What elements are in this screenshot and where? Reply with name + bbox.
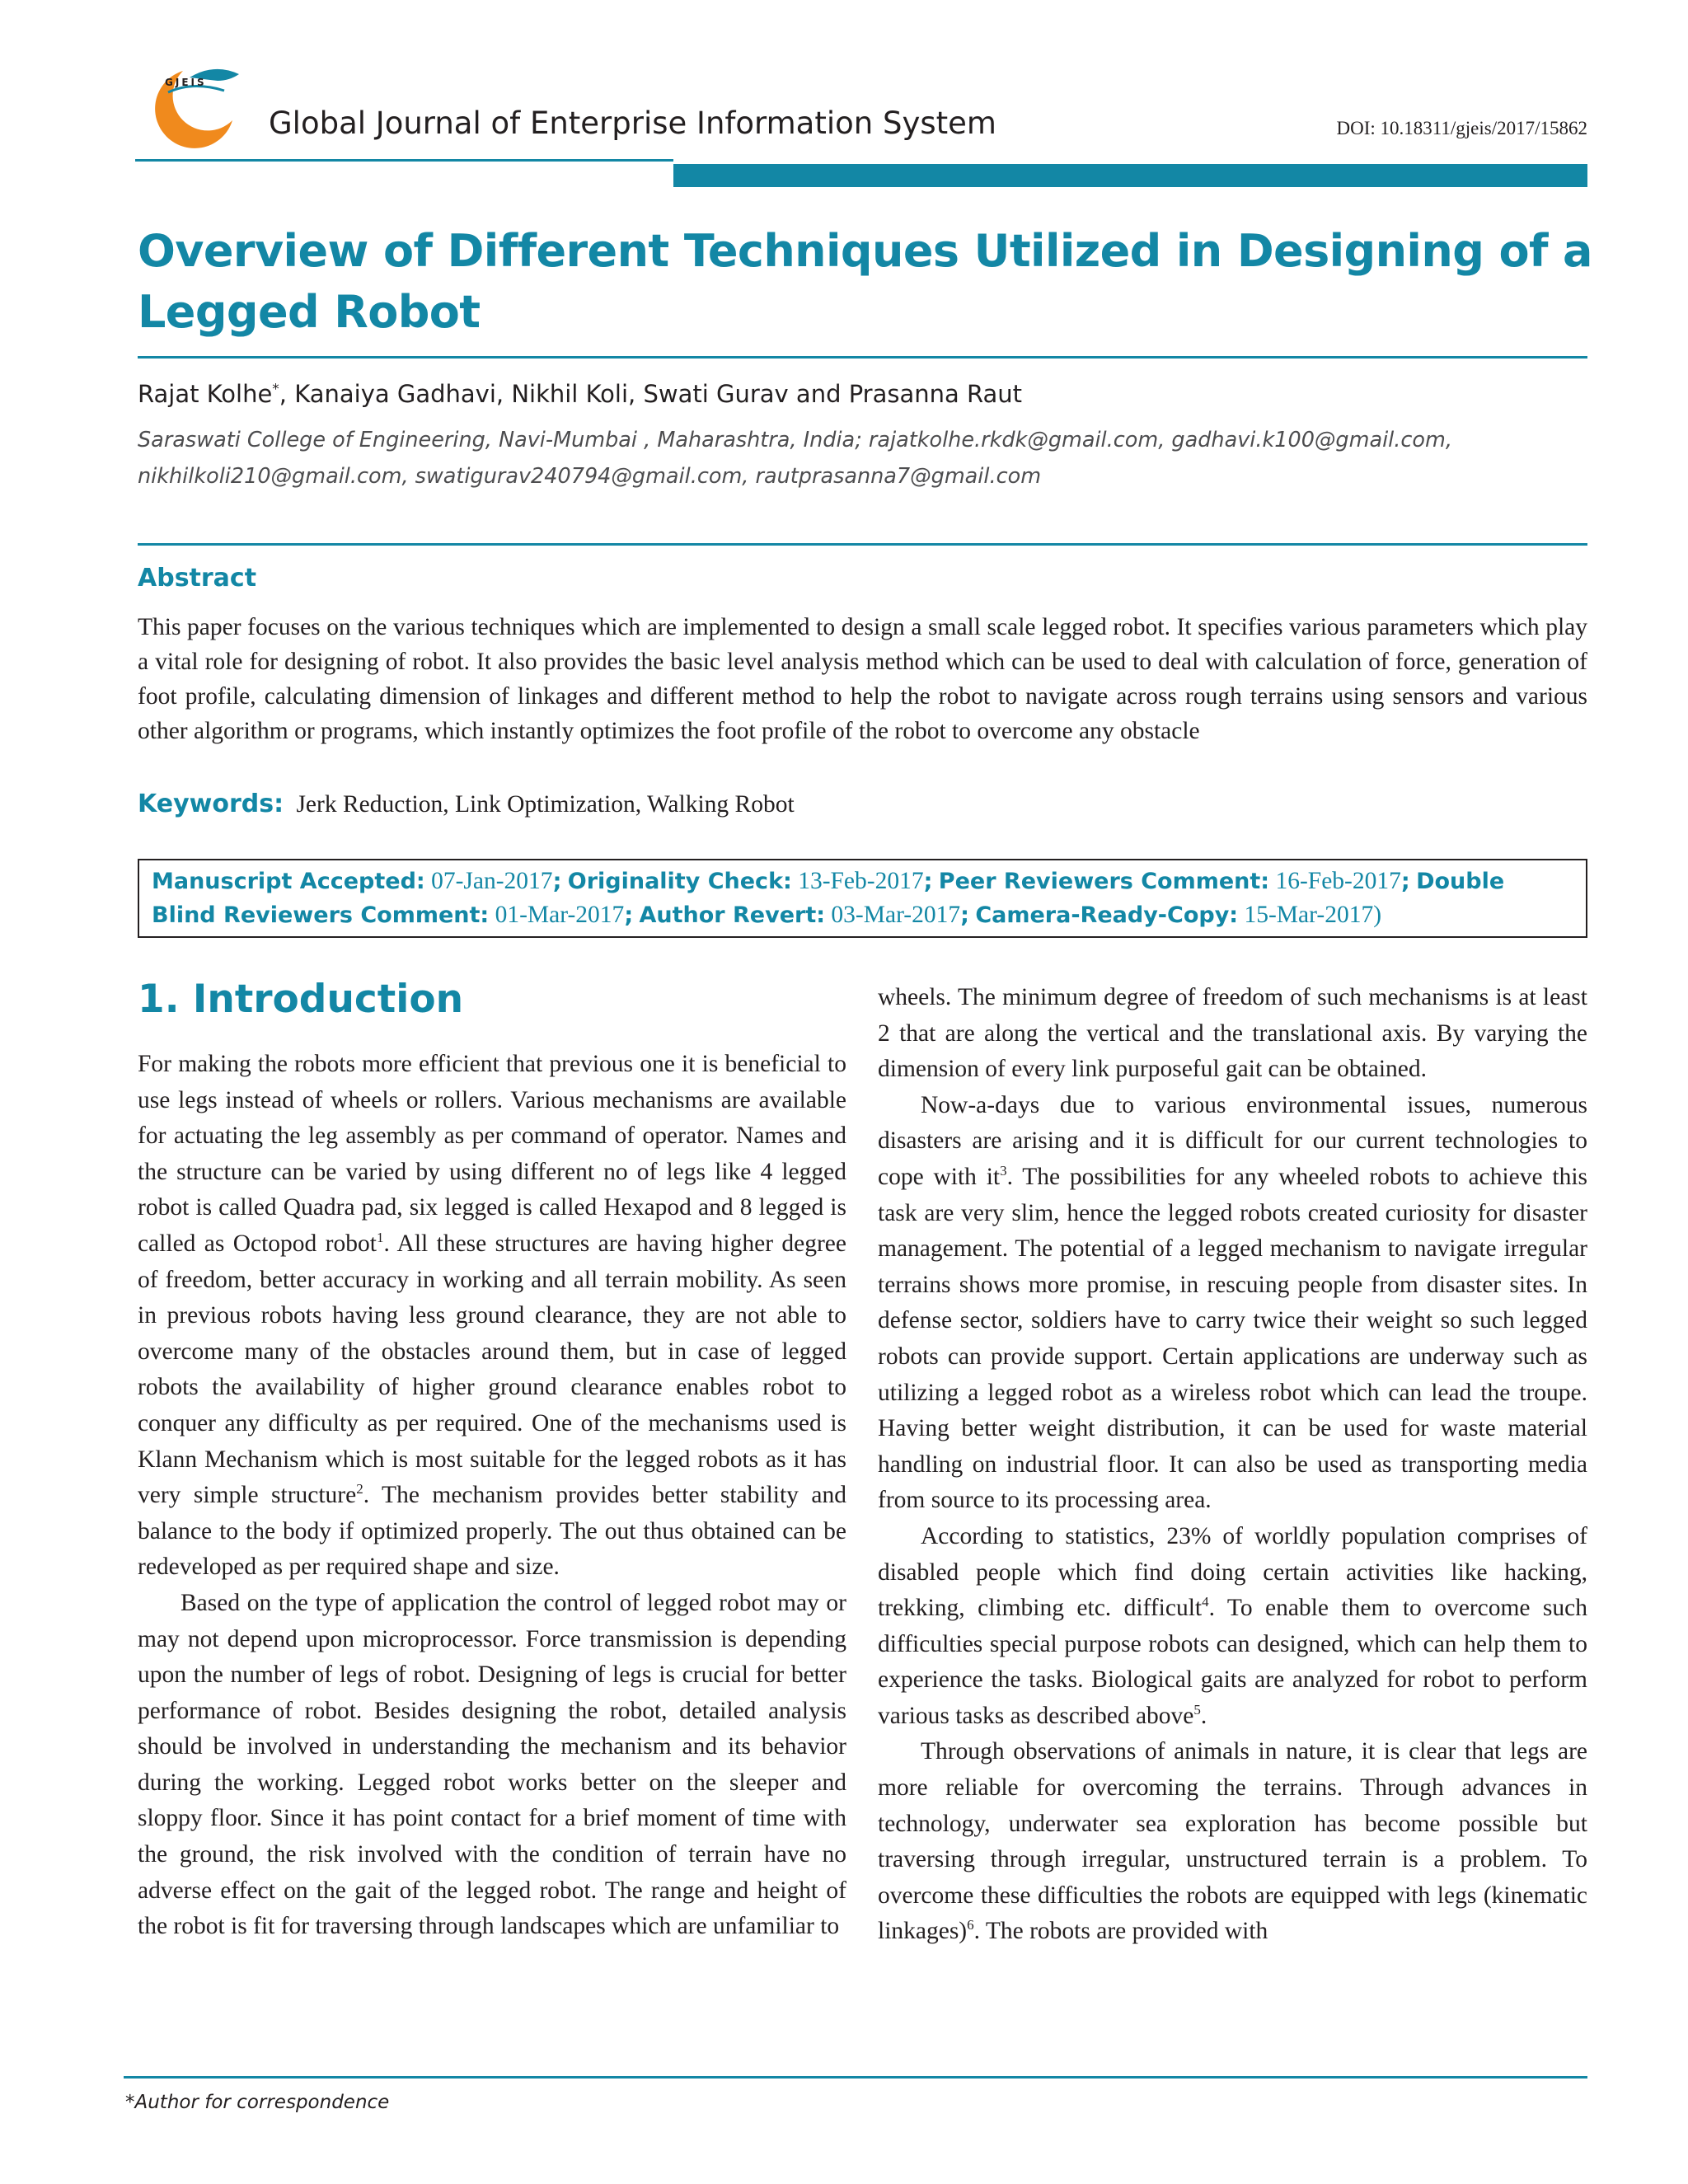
introduction-heading: 1. Introduction	[138, 977, 464, 1022]
paragraph-text: . To enable them to overcome such difficulties special purpose robots can designed, which can help them to experience the tasks. Biological gaits are analyzed for robot to perform various tasks as described above	[878, 1595, 1587, 1729]
separator: ;	[1400, 869, 1410, 894]
separator: ;	[960, 902, 969, 928]
paragraph-text: Through observations of animals in nature, it is clear that legs are more reliable for overcoming the terrains. Through advances in technology, underwater sea exploration has become possible but traversing through irregular, unstructured terrain is a problem. To overcome these difficulties the robots are equipped with legs (kinematic linkages)	[878, 1738, 1587, 1945]
paper-title	[138, 221, 1605, 343]
journal-name: Global Journal of Enterprise Information System	[269, 105, 996, 141]
footer-rule	[124, 2076, 1587, 2079]
author-revert-date: 03-Mar-2017	[831, 902, 961, 928]
paragraph-text: . The possibilities for any wheeled robots to achieve this task are very slim, hence the legged robots created curiosity for disaster management. The potential of a legged mechanism to navigate irregular terrains shows more promise, in rescuing people from disaster sites. In defense sector, soldiers have to carry twice their weight so such legged robots can provide support. Certain applications are underway such as utilizing a legged robot as a wireless robot which can lead the troupe. Having better weight distribution, it can be used for waste material handling on industrial floor. It can also be used as transporting media from source to its processing area.	[878, 1163, 1588, 1514]
paragraph-text: Now-a-days due to various environmental issues, numerous disasters are arising and it is difficult for our current technologies to cope with it	[878, 1091, 1587, 1190]
citation-ref: 1	[376, 1230, 384, 1246]
peer-review-date: 16-Feb-2017	[1275, 868, 1401, 894]
paragraph-text: For making the robots more efficient that previous one it is beneficial to use legs instead of wheels or rollers. Various mechanisms are available for actuating the leg assembly as per command of operator. Names and the structure can be varied by using different no of legs like 4 legged robot is called Quadra pad, six legged is called Hexapod and 8 legged is called as Octopod robot	[138, 1051, 846, 1257]
citation-ref: 6	[967, 1917, 974, 1933]
correspondence-marker: *	[272, 381, 279, 398]
paragraph-text: .	[1200, 1702, 1207, 1729]
abstract-heading: Abstract	[138, 564, 257, 593]
paragraph-text: . The robots are provided with	[973, 1918, 1268, 1945]
paragraph	[878, 1519, 1587, 1735]
keywords-label: Keywords:	[138, 790, 284, 818]
header-band	[673, 164, 1587, 187]
logo-swirl-icon	[132, 56, 247, 163]
separator: ;	[923, 869, 933, 894]
citation-ref: 3	[1000, 1163, 1007, 1179]
abstract-text: This paper focuses on the various techniques which are implemented to design a small scale legged robot. It specifies various parameters which play a vital role for designing of robot. It also provides the basic level analysis method which can be used to deal with calculation of force, generation of foot profile, calculating dimension of linkages and different method to help the robot to navigate across rough terrains using sensors and various other algorithm or programs, which instantly optimizes the foot profile of the robot to overcome any obstacle	[138, 614, 1587, 744]
separator: ;	[624, 902, 634, 928]
doi-label: DOI: 10.18311/gjeis/2017/15862	[1336, 118, 1587, 138]
paragraph-text: . All these structures are having higher degree of freedom, better accuracy in working and all terrain mobility. As seen in previous robots having less ground clearance, they are not able to overcome many of the obstacles around them, but in case of legged robots the availability of higher ground clearance enables robot to conquer any difficulty as per required. One of the mechanisms used is Klann Mechanism which is most suitable for the legged robots as it has very simple structure	[138, 1230, 846, 1509]
paragraph	[878, 1088, 1587, 1519]
citation-ref: 4	[1202, 1594, 1209, 1610]
title-rule	[138, 356, 1587, 359]
header-thin-rule	[135, 159, 673, 162]
paper-title-line-1: Overview of Different Techniques Utilized in Designing of a	[138, 225, 1592, 277]
peer-review-label: Peer Reviewers Comment:	[938, 869, 1270, 894]
citation-ref: 5	[1193, 1702, 1201, 1718]
affiliation-rule	[138, 543, 1587, 546]
camera-ready-label: Camera-Ready-Copy:	[975, 902, 1239, 928]
author-list	[138, 380, 1022, 408]
separator: ;	[552, 869, 562, 894]
affiliation: Saraswati College of Engineering, Navi-Mumbai , Maharashtra, India; rajatkolhe.rkdk@gmail.com, gadhavi.k100@gmail.com, nikhilkoli210@gmail.com, swatigurav240794@gmail.com, rautprasanna7@gmail.com	[138, 428, 1452, 489]
camera-ready-date: 15-Mar-2017)	[1244, 902, 1382, 928]
blind-review-label: Double Blind Reviewers Comment:	[152, 869, 1505, 928]
body-column-left	[138, 1047, 846, 1945]
accepted-label: Manuscript Accepted:	[152, 869, 425, 894]
author-revert-label: Author Revert:	[639, 902, 826, 928]
keywords-list: Jerk Reduction, Link Optimization, Walking Robot	[296, 791, 795, 818]
originality-label: Originality Check:	[567, 869, 792, 894]
corresponding-author: Rajat Kolhe	[138, 380, 273, 408]
originality-date: 13-Feb-2017	[798, 868, 924, 894]
paragraph: wheels. The minimum degree of freedom of such mechanisms is at least 2 that are along the vertical and the translational axis. By varying the dimension of every link purposeful gait can be obtained.	[878, 984, 1587, 1083]
body-column-right	[878, 980, 1587, 1950]
manuscript-history-box	[138, 859, 1587, 938]
logo-text: GJEIS	[165, 77, 207, 88]
citation-ref: 2	[356, 1481, 363, 1497]
blind-review-date: 01-Mar-2017	[495, 902, 625, 928]
journal-logo	[132, 56, 247, 163]
paragraph: Based on the type of application the control of legged robot may or may not depend upon microprocessor. Force transmission is depending upon the number of legs of robot. Designing of legs is crucial for better performance of robot. Besides designing the robot, detailed analysis should be involved in understanding the mechanism and its behavior during the working. Legged robot works better on the sleeper and sloppy floor. Since it has point contact for a brief moment of time with the ground, the risk involved with the condition of terrain have no adverse effect on the gait of the legged robot. The range and height of the robot is fit for traversing through landscapes which are unfamiliar to	[138, 1589, 846, 1940]
accepted-date: 07-Jan-2017	[431, 868, 553, 894]
paragraph-text: . The mechanism provides better stability and balance to the body if optimized properly. The out thus obtained can be redeveloped as per required shape and size.	[138, 1482, 846, 1581]
paragraph-text: According to statistics, 23% of worldly population comprises of disabled people which find doing certain activities like hacking, trekking, climbing etc. difficult	[878, 1522, 1587, 1622]
keywords	[138, 790, 795, 818]
paper-title-line-2: Legged Robot	[138, 286, 481, 338]
paragraph	[138, 1047, 846, 1586]
paragraph	[878, 1734, 1587, 1950]
correspondence-footnote: *Author for correspondence	[125, 2092, 390, 2113]
co-authors: , Kanaiya Gadhavi, Nikhil Koli, Swati Gurav and Prasanna Raut	[279, 380, 1023, 408]
